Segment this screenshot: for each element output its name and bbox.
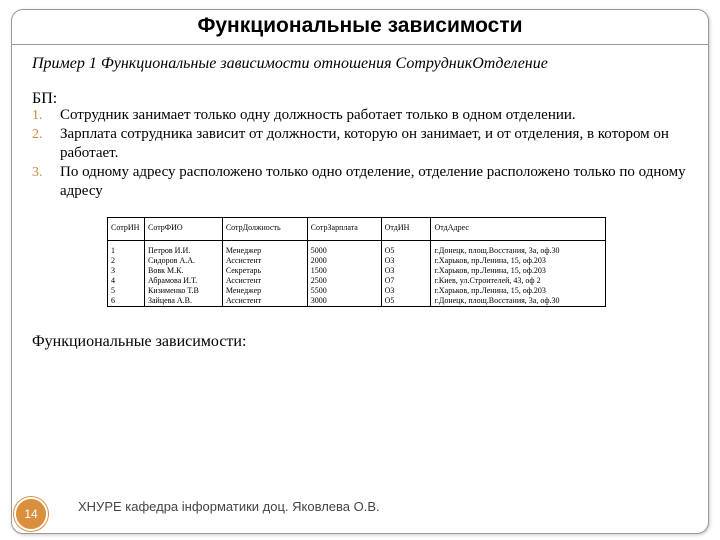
table-cell: 5000 — [310, 246, 327, 255]
slide-title: Функциональные зависимости — [197, 14, 523, 37]
employee-id-column — [108, 241, 145, 307]
table-cell: 1 — [111, 246, 115, 255]
table-header-row — [108, 218, 606, 241]
table-cell: г.Донецк, площ.Восстания, 3а, оф.30 — [434, 296, 560, 305]
table-cell: г.Киев, ул.Строителей, 43, оф 2 — [434, 276, 541, 285]
table-cell: 4 — [111, 276, 115, 285]
table-cell: 2 — [111, 256, 115, 265]
slide-subtitle: Пример 1 Функциональные зависимости отношения СотрудникОтделение — [32, 55, 548, 72]
table-cell: Менеджер — [225, 246, 262, 255]
requirements-list — [10, 106, 690, 201]
functional-dependencies-label: Функциональные зависимости: — [32, 333, 247, 350]
table-cell: О7 — [384, 276, 395, 285]
table-cell: Абрамова И.Т. — [147, 276, 198, 285]
table-cell: О5 — [384, 246, 395, 255]
requirement-text: Зарплата сотрудника зависит от должности, которую он занимает, и от отделения, в котором он работает. — [60, 126, 669, 161]
slide-footer: ХНУРЕ кафедра інформатики доц. Яковлева О.В. — [78, 499, 380, 514]
table-cell: Ассистент — [225, 256, 262, 265]
table-cell: Сидоров А.А. — [147, 256, 196, 265]
table-cell: Зайцева А.В. — [147, 296, 192, 305]
table-cell: Ассистент — [225, 296, 262, 305]
requirement-number: 1. — [32, 108, 43, 123]
requirement-item — [10, 163, 690, 201]
requirement-item — [10, 125, 690, 163]
requirement-number: 2. — [32, 127, 43, 142]
table-cell: Ассистент — [225, 276, 262, 285]
table-cell: 3000 — [310, 296, 327, 305]
table-cell: Секретарь — [225, 266, 262, 275]
employee-name-column — [144, 241, 222, 307]
table-cell: 2000 — [310, 256, 327, 265]
table-cell: Вовк М.К. — [147, 266, 184, 275]
salary-column — [307, 241, 381, 307]
page-number-badge: 14 — [14, 497, 48, 531]
table-body — [108, 241, 606, 307]
table-cell: 3 — [111, 266, 115, 275]
table-cell: О5 — [384, 296, 395, 305]
requirement-text: Сотрудник занимает только одну должность работает только в одном отделении. — [60, 107, 576, 123]
business-rules-label: БП: — [32, 90, 58, 107]
position-column — [222, 241, 307, 307]
column-header: СотрФИО — [144, 218, 222, 241]
column-header: ОтдАдрес — [431, 218, 606, 241]
department-id-column — [381, 241, 431, 307]
requirement-number: 3. — [32, 165, 43, 180]
table-cell: г.Харьков, пр.Ленина, 15, оф.203 — [434, 256, 546, 265]
table-cell: г.Харьков, пр.Ленина, 15, оф.203 — [434, 286, 546, 295]
table-cell: г.Харьков, пр.Ленина, 15, оф.203 — [434, 266, 546, 275]
employee-department-table — [107, 217, 606, 307]
department-address-column — [431, 241, 606, 307]
table-cell: 2500 — [310, 276, 327, 285]
table-cell: Менеджер — [225, 286, 262, 295]
table-cell: 5 — [111, 286, 115, 295]
column-header: СотрЗарплата — [307, 218, 381, 241]
table-cell: г.Донецк, площ.Восстания, 3а, оф.30 — [434, 246, 560, 255]
table-cell: Петров И.И. — [147, 246, 191, 255]
table-cell: О3 — [384, 266, 395, 275]
table-cell: 1500 — [310, 266, 327, 275]
requirement-item — [10, 106, 690, 125]
table-cell: 5500 — [310, 286, 327, 295]
column-header: ОтдИН — [381, 218, 431, 241]
column-header: СотрДолжность — [222, 218, 307, 241]
requirement-text: По одному адресу расположено только одно отделение, отделение расположено только по одному адресу — [60, 164, 686, 199]
title-divider — [11, 44, 709, 45]
table-cell: О3 — [384, 286, 395, 295]
table-cell: О3 — [384, 256, 395, 265]
table-cell: Кизименко Т.В — [147, 286, 199, 295]
column-header: СотрИН — [108, 218, 145, 241]
table-cell: 6 — [111, 296, 115, 305]
